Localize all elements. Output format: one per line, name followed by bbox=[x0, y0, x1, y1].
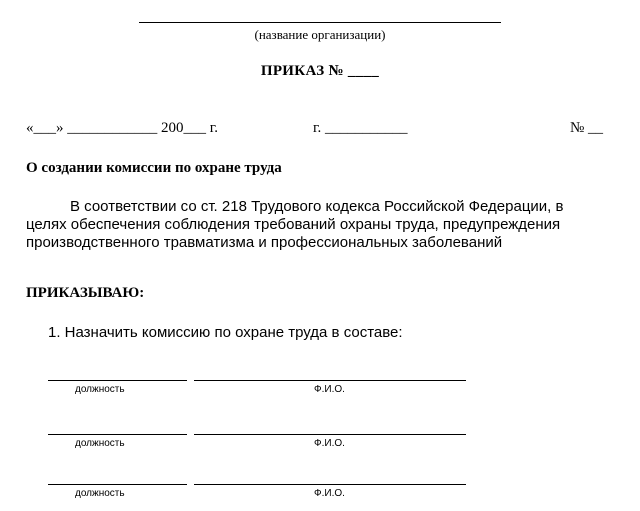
order-number: № __ bbox=[570, 120, 604, 136]
list-item-1: 1. Назначить комиссию по охране труда в составе: bbox=[48, 324, 403, 341]
order-directive-heading: ПРИКАЗЫВАЮ: bbox=[26, 285, 145, 301]
name-line bbox=[194, 434, 466, 435]
position-line bbox=[48, 484, 187, 485]
preamble-line-1: В соответствии со ст. 218 Трудового кодекса Российской Федерации, в bbox=[70, 198, 564, 215]
position-label: должность bbox=[75, 384, 125, 395]
organization-name-line bbox=[139, 22, 501, 23]
name-line bbox=[194, 380, 466, 381]
order-city: г. ___________ bbox=[313, 120, 408, 136]
position-label: должность bbox=[75, 488, 125, 499]
position-label: должность bbox=[75, 438, 125, 449]
name-label: Ф.И.О. bbox=[314, 438, 345, 449]
order-subject: О создании комиссии по охране труда bbox=[26, 160, 282, 176]
order-title: ПРИКАЗ № ____ bbox=[260, 63, 380, 79]
name-label: Ф.И.О. bbox=[314, 384, 345, 395]
position-line bbox=[48, 380, 187, 381]
preamble-paragraph bbox=[26, 198, 616, 252]
preamble-line-2: целях обеспечения соблюдения требований охраны труда, предупреждения bbox=[26, 216, 561, 233]
preamble-line-3: производственного травматизма и профессиональных заболеваний bbox=[26, 234, 503, 251]
organization-caption: (название организации) bbox=[254, 27, 386, 42]
order-date: «___» ____________ 200___ г. bbox=[26, 120, 218, 136]
name-label: Ф.И.О. bbox=[314, 488, 345, 499]
name-line bbox=[194, 484, 466, 485]
position-line bbox=[48, 434, 187, 435]
